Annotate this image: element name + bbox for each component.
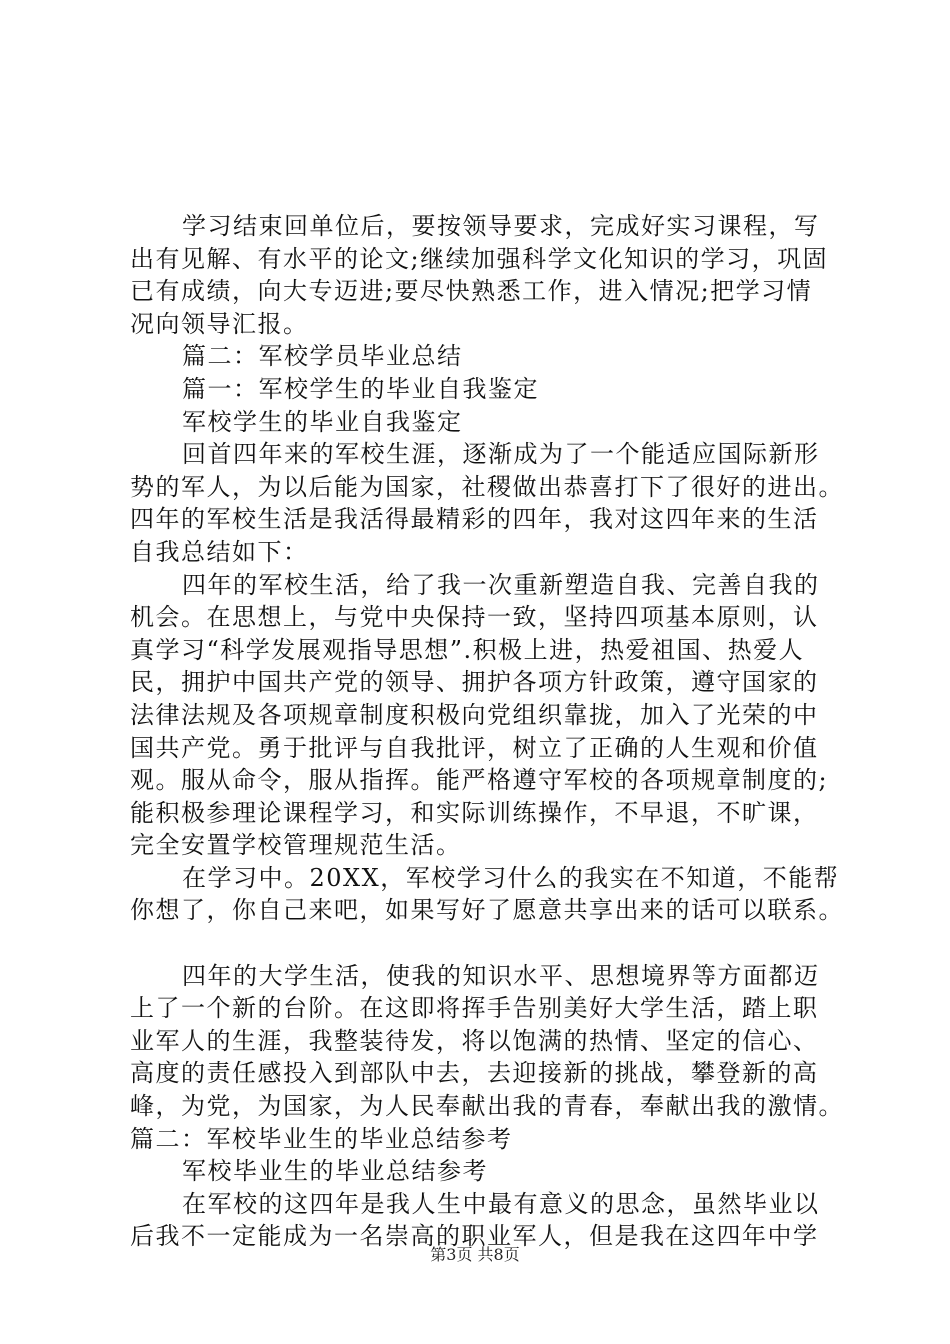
text-line: 高度的责任感投入到部队中去，去迎接新的挑战，攀登新的高 <box>130 1059 819 1088</box>
text-line: 你想了，你自己来吧，如果写好了愿意共享出来的话可以联系。 <box>130 896 844 925</box>
text-line: 能积极参理论课程学习，和实际训练操作，不早退，不旷课， <box>130 798 819 827</box>
text-line: 出有见解、有水平的论文;继续加强科学文化知识的学习，巩固 <box>130 244 829 273</box>
section-heading: 篇二：军校学员毕业总结 <box>182 342 463 371</box>
document-body <box>130 210 850 1253</box>
text-line: 国共产党。勇于批评与自我批评，树立了正确的人生观和价值 <box>130 733 819 762</box>
text-line: 况向领导汇报。 <box>130 309 309 338</box>
page-footer <box>0 1242 950 1265</box>
text-line: 业军人的生涯，我整装待发，将以饱满的热情、坚定的信心、 <box>130 1026 819 1055</box>
text-line: 已有成绩，向大专迈进;要尽快熟悉工作，进入情况;把学习情 <box>130 277 813 306</box>
text-line: 回首四年来的军校生涯，逐渐成为了一个能适应国际新形 <box>182 440 820 469</box>
text-line: 后我不一定能成为一名崇高的职业军人，但是我在这四年中学 <box>130 1222 819 1251</box>
text-line: 上了一个新的台阶。在这即将挥手告别美好大学生活，踏上职 <box>130 994 819 1023</box>
text-line: 势的军人，为以后能为国家，社稷做出恭喜打下了很好的进出。 <box>130 472 844 501</box>
text-line: 在军校的这四年是我人生中最有意义的思念，虽然毕业以 <box>182 1189 820 1218</box>
text-line: 民，拥护中国共产党的领导、拥护各项方针政策，遵守国家的 <box>130 668 819 697</box>
text-line: 真学习“科学发展观指导思想”.积极上进，热爱祖国、热爱人 <box>130 635 805 664</box>
blank-line <box>130 927 850 960</box>
section-heading: 篇一：军校学生的毕业自我鉴定 <box>182 374 539 403</box>
text-line: 完全安置学校管理规范生活。 <box>130 831 462 860</box>
text-line: 学习结束回单位后，要按领导要求，完成好实习课程，写 <box>182 212 820 240</box>
section-title: 军校毕业生的毕业总结参考 <box>182 1157 488 1186</box>
page-number-label: 第3页 共8页 <box>430 1245 520 1264</box>
text-line: 法律法规及各项规章制度积极向党组织靠拢，加入了光荣的中 <box>130 700 819 729</box>
section-heading: 篇二：军校毕业生的毕业总结参考 <box>130 1124 513 1153</box>
text-line: 四年的大学生活，使我的知识水平、思想境界等方面都迈 <box>182 961 820 990</box>
text-line: 峰，为党，为国家，为人民奉献出我的青春，奉献出我的激情。 <box>130 1092 844 1121</box>
text-line: 在学习中。20XX，军校学习什么的我实在不知道，不能帮 <box>182 863 840 892</box>
text-line: 四年的军校生活是我活得最精彩的四年，我对这四年来的生活 <box>130 505 819 534</box>
section-title: 军校学生的毕业自我鉴定 <box>182 407 463 436</box>
text-line: 观。服从命令，服从指挥。能严格遵守军校的各项规章制度的; <box>130 766 829 795</box>
text-line: 机会。在思想上，与党中央保持一致，坚持四项基本原则，认 <box>130 603 819 632</box>
text-line: 自我总结如下： <box>130 537 309 566</box>
text-line: 四年的军校生活，给了我一次重新塑造自我、完善自我的 <box>182 570 820 599</box>
